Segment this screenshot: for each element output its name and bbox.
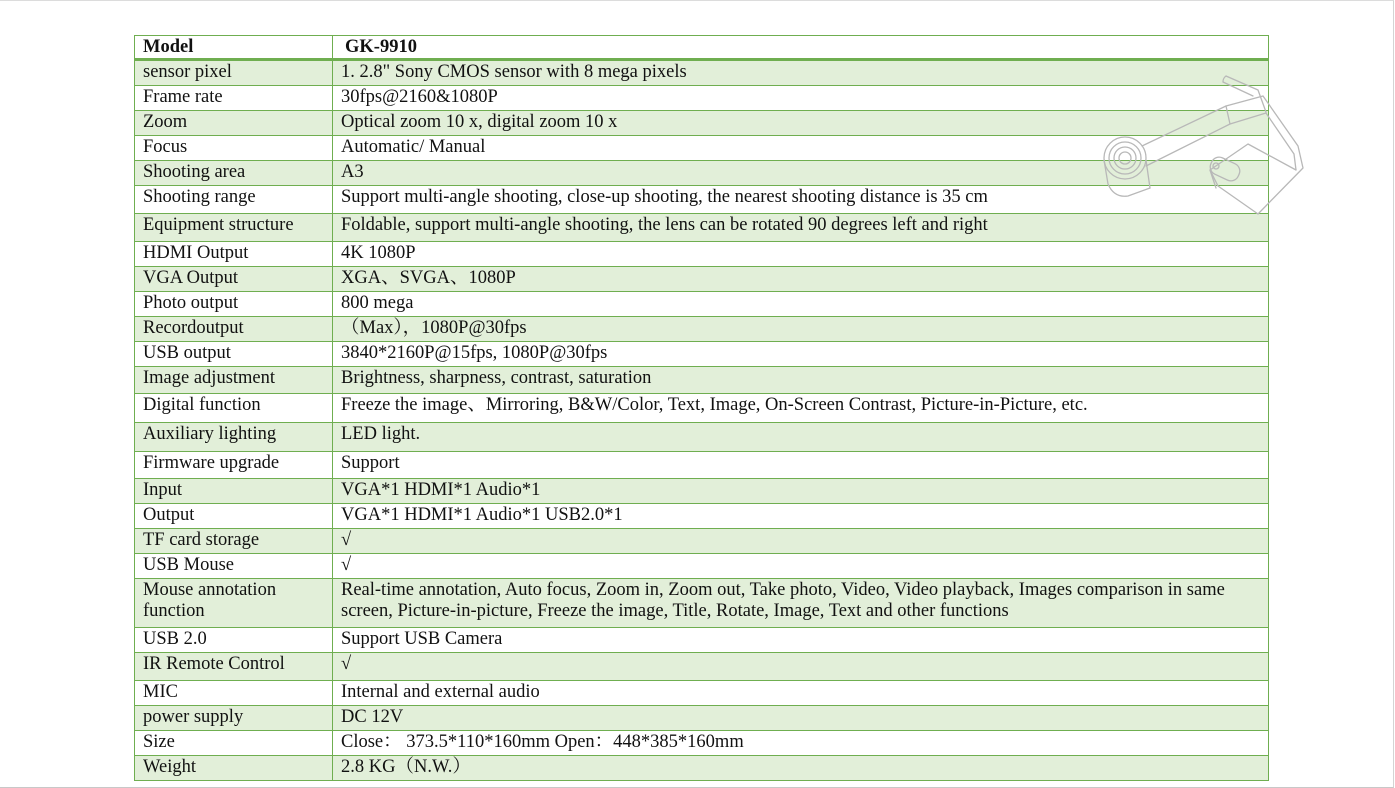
value-cell: LED light. bbox=[333, 423, 1269, 452]
label-cell: Output bbox=[135, 504, 333, 529]
value-cell: Brightness, sharpness, contrast, saturation bbox=[333, 367, 1269, 394]
value-cell: GK-9910 bbox=[333, 36, 1269, 60]
table-row bbox=[135, 86, 1269, 111]
table-row bbox=[135, 136, 1269, 161]
table-row bbox=[135, 367, 1269, 394]
value-cell: Support bbox=[333, 452, 1269, 479]
label-cell: VGA Output bbox=[135, 267, 333, 292]
label-cell: Digital function bbox=[135, 394, 333, 423]
value-cell: Internal and external audio bbox=[333, 681, 1269, 706]
value-cell: 800 mega bbox=[333, 292, 1269, 317]
label-cell: Zoom bbox=[135, 111, 333, 136]
label-cell: IR Remote Control bbox=[135, 653, 333, 681]
table-row bbox=[135, 317, 1269, 342]
table-row bbox=[135, 423, 1269, 452]
table-row bbox=[135, 161, 1269, 186]
value-cell: VGA*1 HDMI*1 Audio*1 bbox=[333, 479, 1269, 504]
value-cell: VGA*1 HDMI*1 Audio*1 USB2.0*1 bbox=[333, 504, 1269, 529]
table-row bbox=[135, 292, 1269, 317]
table-row bbox=[135, 479, 1269, 504]
table-row bbox=[135, 186, 1269, 214]
label-cell: USB output bbox=[135, 342, 333, 367]
value-cell: A3 bbox=[333, 161, 1269, 186]
value-cell: Foldable, support multi-angle shooting, the lens can be rotated 90 degrees left and right bbox=[333, 214, 1269, 242]
value-cell: Support USB Camera bbox=[333, 628, 1269, 653]
label-cell: Photo output bbox=[135, 292, 333, 317]
table-row bbox=[135, 706, 1269, 731]
spec-table bbox=[134, 35, 1269, 781]
value-cell: 3840*2160P@15fps, 1080P@30fps bbox=[333, 342, 1269, 367]
value-cell: 2.8 KG（N.W.） bbox=[333, 756, 1269, 781]
table-row bbox=[135, 242, 1269, 267]
label-cell: power supply bbox=[135, 706, 333, 731]
label-cell: USB 2.0 bbox=[135, 628, 333, 653]
label-cell: Shooting range bbox=[135, 186, 333, 214]
table-header-row bbox=[135, 36, 1269, 60]
table-row bbox=[135, 554, 1269, 579]
value-cell: √ bbox=[333, 529, 1269, 554]
value-cell: Support multi-angle shooting, close-up shooting, the nearest shooting distance is 35 cm bbox=[333, 186, 1269, 214]
table-row bbox=[135, 342, 1269, 367]
label-cell: Mouse annotation function bbox=[135, 579, 333, 628]
label-cell: Firmware upgrade bbox=[135, 452, 333, 479]
value-cell: 4K 1080P bbox=[333, 242, 1269, 267]
label-cell: Focus bbox=[135, 136, 333, 161]
value-cell: √ bbox=[333, 554, 1269, 579]
value-cell: XGA、SVGA、1080P bbox=[333, 267, 1269, 292]
value-cell: Optical zoom 10 x, digital zoom 10 x bbox=[333, 111, 1269, 136]
label-cell: Frame rate bbox=[135, 86, 333, 111]
table-row bbox=[135, 504, 1269, 529]
label-cell: Shooting area bbox=[135, 161, 333, 186]
table-row bbox=[135, 756, 1269, 781]
label-cell: Recordoutput bbox=[135, 317, 333, 342]
label-cell: HDMI Output bbox=[135, 242, 333, 267]
value-cell: Freeze the image、Mirroring, B&W/Color, Text, Image, On-Screen Contrast, Picture-in-Picture, etc. bbox=[333, 394, 1269, 423]
table-row bbox=[135, 111, 1269, 136]
label-cell: Image adjustment bbox=[135, 367, 333, 394]
value-cell: （Max），1080P@30fps bbox=[333, 317, 1269, 342]
label-cell: USB Mouse bbox=[135, 554, 333, 579]
label-cell: MIC bbox=[135, 681, 333, 706]
label-cell: sensor pixel bbox=[135, 60, 333, 86]
table-row bbox=[135, 731, 1269, 756]
value-cell: DC 12V bbox=[333, 706, 1269, 731]
table-row bbox=[135, 60, 1269, 86]
label-cell: Model bbox=[135, 36, 333, 60]
table-row bbox=[135, 681, 1269, 706]
value-cell: 30fps@2160&1080P bbox=[333, 86, 1269, 111]
label-cell: Size bbox=[135, 731, 333, 756]
value-cell: Automatic/ Manual bbox=[333, 136, 1269, 161]
label-cell: TF card storage bbox=[135, 529, 333, 554]
table-row bbox=[135, 267, 1269, 292]
value-cell: Real-time annotation, Auto focus, Zoom in, Zoom out, Take photo, Video, Video playback, Images comparison in same screen, Picture-in-picture, Freeze the image, Title, Rotate, Image, Text and other functions bbox=[333, 579, 1269, 628]
value-cell: 1. 2.8" Sony CMOS sensor with 8 mega pixels bbox=[333, 60, 1269, 86]
label-cell: Input bbox=[135, 479, 333, 504]
value-cell: Close： 373.5*110*160mm Open：448*385*160mm bbox=[333, 731, 1269, 756]
table-row bbox=[135, 394, 1269, 423]
label-cell: Auxiliary lighting bbox=[135, 423, 333, 452]
label-cell: Equipment structure bbox=[135, 214, 333, 242]
table-row bbox=[135, 653, 1269, 681]
table-row bbox=[135, 452, 1269, 479]
value-cell: √ bbox=[333, 653, 1269, 681]
table-row bbox=[135, 214, 1269, 242]
table-row bbox=[135, 579, 1269, 628]
label-cell: Weight bbox=[135, 756, 333, 781]
table-row bbox=[135, 628, 1269, 653]
table-row bbox=[135, 529, 1269, 554]
